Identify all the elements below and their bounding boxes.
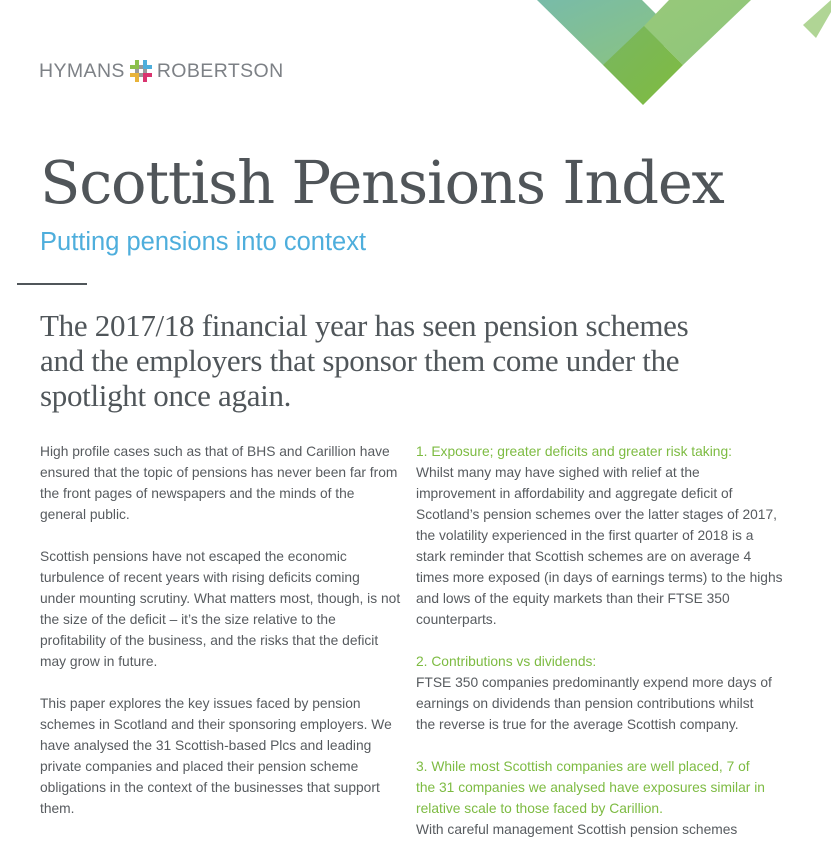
finding-carillion-exposure — [416, 756, 788, 840]
text-line: With careful management Scottish pension schemes — [416, 822, 738, 837]
finding-heading: relative scale to those faced by Carillion. — [416, 801, 663, 816]
text-line: improvement in affordability and aggregate deficit of — [416, 486, 733, 501]
text-line: counterparts. — [416, 612, 497, 627]
finding-contributions — [416, 651, 788, 735]
text-line: the reverse is true for the average Scottish company. — [416, 717, 739, 732]
text-line: times more exposed (in days of earnings terms) to the highs — [416, 570, 783, 585]
text-line: the size of the deficit – it’s the size relative to the — [40, 612, 336, 627]
left-column — [40, 441, 405, 840]
text-line: earnings on dividends than pension contributions whilst — [416, 696, 754, 711]
finding-heading: 2. Contributions vs dividends: — [416, 654, 597, 669]
text-line: them. — [40, 801, 75, 816]
text-line: stark reminder that Scottish schemes are on average 4 — [416, 549, 752, 564]
text-line: private companies and placed their pension scheme — [40, 759, 359, 774]
lede-line: and the employers that sponsor them come under the — [40, 343, 680, 378]
text-line: the front pages of newspapers and the minds of the — [40, 486, 355, 501]
finding-heading: 1. Exposure; greater deficits and greater risk taking: — [416, 444, 732, 459]
brand-name-right: ROBERTSON — [156, 59, 284, 82]
text-line: High profile cases such as that of BHS and Carillion have — [40, 444, 390, 459]
finding-heading: the 31 companies we analysed have exposures similar in — [416, 780, 765, 795]
deficit-paragraph — [40, 546, 405, 672]
text-line: under mounting scrutiny. What matters most, though, is not — [40, 591, 401, 606]
intro-paragraph — [40, 441, 405, 525]
text-line: may grow in future. — [40, 654, 158, 669]
text-line: Scotland’s pension schemes over the latter stages of 2017, — [416, 507, 777, 522]
corner-band — [803, 0, 831, 38]
page-subtitle: Putting pensions into context — [40, 228, 367, 256]
text-line: turbulence of recent years with rising deficits coming — [40, 570, 360, 585]
text-line: have analysed the 31 Scottish-based Plcs and leading — [40, 738, 372, 753]
scope-paragraph — [40, 693, 405, 819]
brand-name-left: HYMANS — [39, 59, 125, 82]
text-line: Whilst many may have sighed with relief at the — [416, 465, 700, 480]
text-line: ensured that the topic of pensions has never been far from — [40, 465, 398, 480]
text-line: schemes in Scotland and their sponsoring employers. We — [40, 717, 392, 732]
hash-cross-icon — [130, 60, 152, 82]
section-divider — [17, 283, 87, 285]
brand-logo — [39, 58, 284, 84]
page-title: Scottish Pensions Index — [40, 148, 724, 217]
finding-heading: 3. While most Scottish companies are well placed, 7 of — [416, 759, 750, 774]
text-line: and lows of the equity markets than their FTSE 350 — [416, 591, 730, 606]
lede-paragraph — [40, 308, 810, 413]
lede-line: The 2017/18 financial year has seen pension schemes — [40, 308, 689, 343]
text-line: general public. — [40, 507, 130, 522]
text-line: Scottish pensions have not escaped the economic — [40, 549, 347, 564]
text-line: the volatility experienced in the first quarter of 2018 is a — [416, 528, 754, 543]
finding-exposure — [416, 441, 788, 630]
text-line: FTSE 350 companies predominantly expend more days of — [416, 675, 772, 690]
text-line: This paper explores the key issues faced by pension — [40, 696, 361, 711]
right-column — [416, 441, 788, 861]
text-line: obligations in the context of the businesses that support — [40, 780, 380, 795]
text-line: profitability of the business, and the risks that the deficit — [40, 633, 379, 648]
lede-line: spotlight once again. — [40, 378, 292, 413]
